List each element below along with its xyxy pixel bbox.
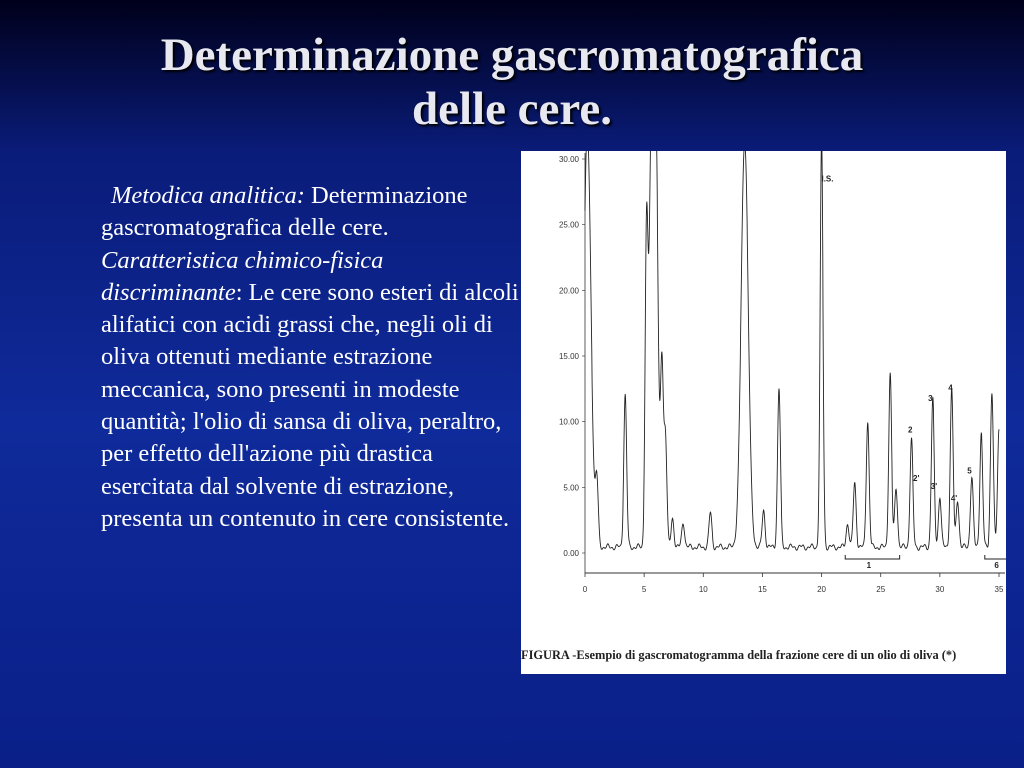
y-tick-label: 10.00 [558,417,579,427]
peak-label: I.S. [821,174,834,184]
title-line-1: Determinazione gascromatografica [160,29,864,81]
x-tick-label: 20 [817,585,827,594]
x-tick-label: 5 [641,585,647,594]
y-tick-label: 0.00 [563,549,579,558]
peak-label: 3' [930,482,938,492]
peak-label: 5 [967,466,972,476]
x-tick-label: 0 [582,585,588,594]
caratteristica-text: : Le cere sono esteri di alcoli alifatici con acidi grassi che, negli oli di oliva ottenuti mediante estrazione meccanica, sono presenti in modeste quantità; l'olio di sansa di oliva, peraltro, per effetto dell'azione più drastica esercitata dal solvente di estrazione, presenta un contenuto in cere consistente. [101,278,519,532]
figure-caption: FIGURA -Esempio di gascromatogramma della frazione cere di un olio di oliva (*) [521,648,957,662]
x-tick-label: 10 [698,585,708,594]
y-tick-label: 5.00 [563,483,579,493]
peak-label: 2 [908,425,913,435]
peak-label: 6 [994,560,999,570]
metodica-label: Metodica analitica: [111,182,305,209]
chromatogram-figure [521,151,1006,674]
metodica-text: Determinazione gascromatografica delle cere. [101,182,468,242]
group-6-bracket [985,555,1006,559]
x-tick-label: 35 [994,585,1004,594]
y-tick-label: 20.00 [558,286,579,296]
peak-label: 3 [928,394,933,404]
x-tick-label: 15 [757,585,767,594]
x-tick-label: 25 [876,585,886,594]
slide-title [0,28,1024,136]
lead-indent [101,182,111,209]
peak-label: 4 [948,383,953,393]
caratteristica-label: Caratteristica chimico-fisica discriminante [101,246,384,306]
peak-label: 4' [950,493,958,503]
body-paragraph [101,180,521,535]
y-tick-label: 30.00 [558,155,579,164]
chromatogram-chart [521,151,1006,651]
y-tick-label: 15.00 [558,352,579,361]
y-tick-label: 25.00 [558,220,579,230]
x-tick-label: 30 [935,585,945,594]
title-line-2: delle cere. [411,83,613,135]
group-1-bracket [845,555,899,559]
peak-label: 1 [866,560,872,570]
peak-label: 2' [913,474,920,484]
